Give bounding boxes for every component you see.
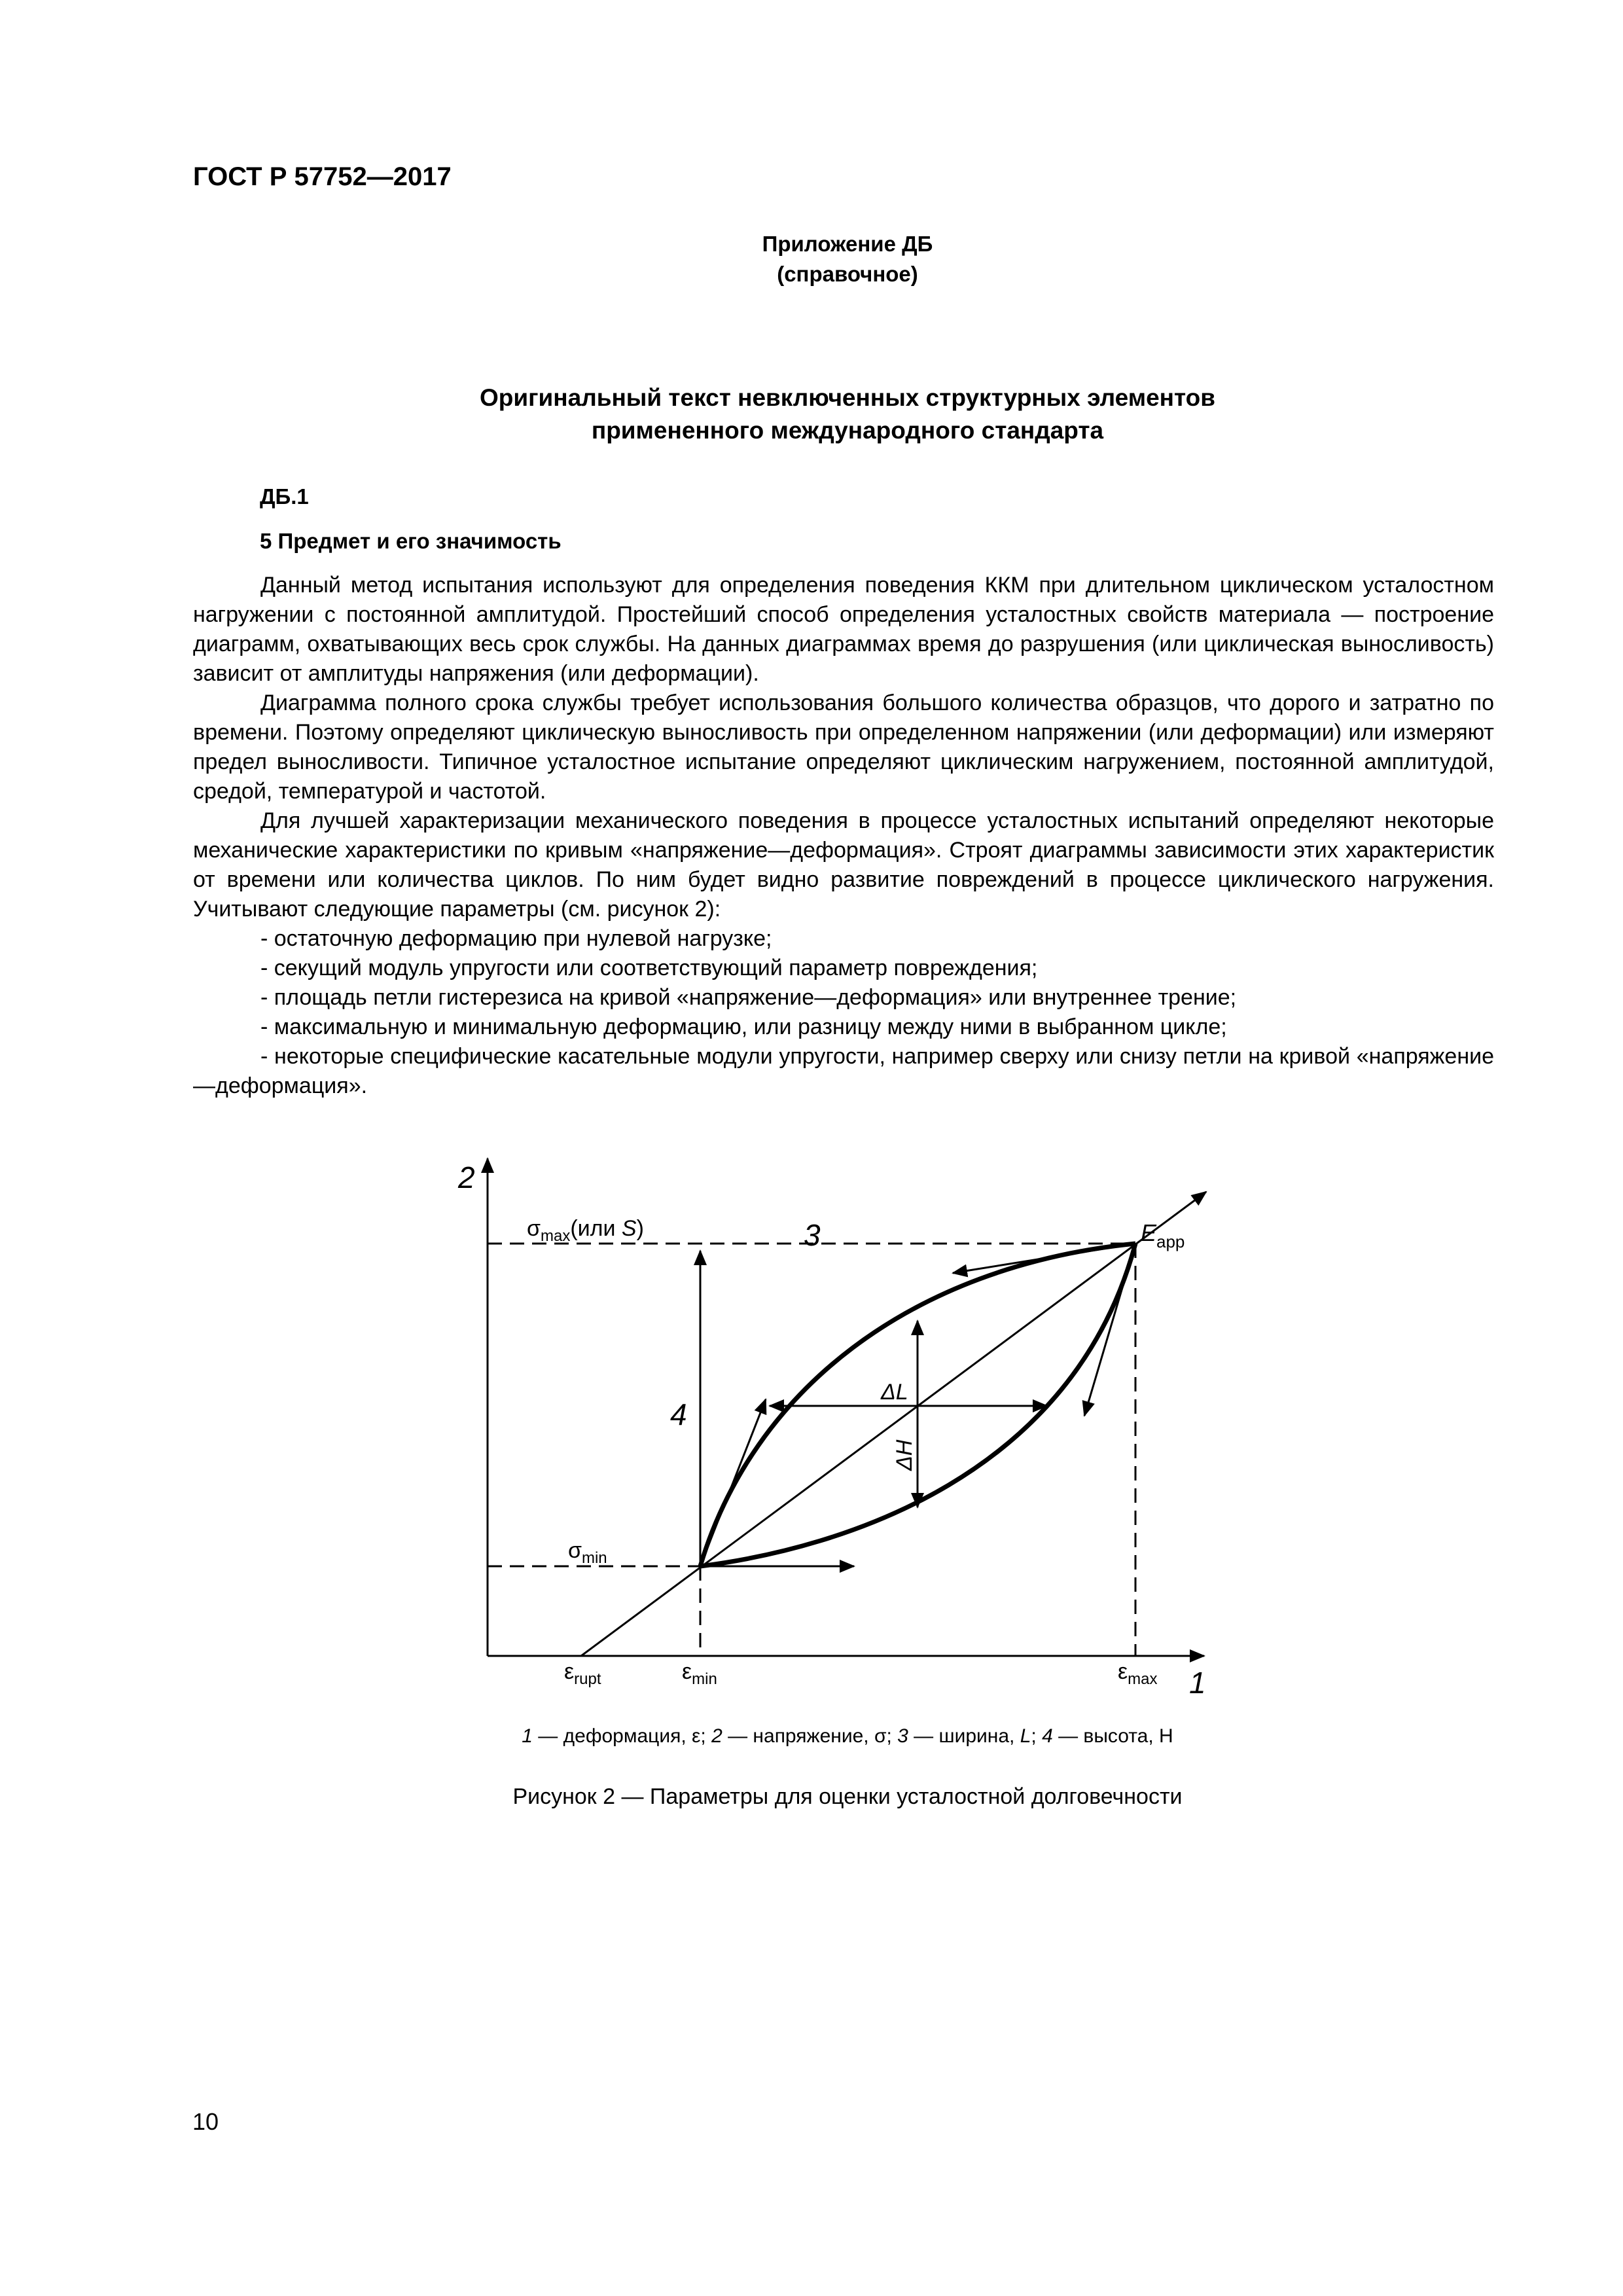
paragraph: Данный метод испытания используют для определения поведения ККМ при длительном циклическом усталостном нагружении с постоянной амплитудой. Простейший способ определения усталостных свойств материала — построение диаграмм, охватывающих весь срок службы. На данных диаграммах время до разрушения (или циклическая выносливость) зависит от амплитуды напряжения (или деформации). — [193, 573, 1494, 686]
page-number: 10 — [192, 2108, 219, 2135]
main-title-line: Оригинальный текст невключенных структурных элементов — [479, 384, 1216, 411]
e-app-subscript: app — [1156, 1232, 1185, 1251]
paragraph: Диаграмма полного срока службы требует использования большого количества образцов, что дорого и затратно по времени. Поэтому определяют циклическую выносливость при определенном напряжении (или деформации) или измеряют предел выносливости. Типичное усталостное испытание определяют циклическим нагружением, постоянной амплитудой, средой, температурой и частотой. — [193, 691, 1494, 804]
sigma-min-subscript: min — [581, 1549, 607, 1567]
annex-type: (справочное) — [777, 262, 918, 286]
legend-number: 3 — [897, 1725, 908, 1747]
tangent-upper-end — [953, 1244, 1135, 1273]
list-item: - секущий модуль упругости или соответствующий параметр повреждения; — [260, 956, 1038, 980]
legend-text: — напряжение, σ; — [722, 1725, 898, 1747]
legend-symbol: L — [1020, 1725, 1031, 1747]
figure-caption: Рисунок 2 — Параметры для оценки усталостной долговечности — [512, 1784, 1183, 1809]
legend-text: — деформация, ε; — [532, 1725, 712, 1747]
x-axis-number: 1 — [1189, 1666, 1206, 1700]
sigma-max-close: ) — [636, 1216, 644, 1241]
sigma-max-symbol: σ — [527, 1216, 541, 1241]
document-header: ГОСТ Р 57752—2017 — [193, 162, 452, 191]
width-label-3: 3 — [804, 1218, 821, 1252]
sigma-min-label — [568, 1538, 607, 1567]
delta-l-label: ΔL — [881, 1380, 908, 1405]
fatigue-diagram — [452, 1149, 1237, 1718]
paragraph: Для лучшей характеризации механического поведения в процессе усталостных испытаний определяют некоторые механические характеристики по кривым «напряжение—деформация». Строят диаграммы зависимости этих характеристик от времени или количества циклов. По ним будет видно развитие повреждений в процессе циклического нагружения. Учитывают следующие параметры (см. рисунок 2): — [193, 808, 1494, 922]
legend-number: 1 — [522, 1725, 533, 1747]
list-item: - максимальную и минимальную деформацию, или разницу между ними в выбранном цикле; — [260, 1014, 1227, 1039]
eps-max-symbol: ε — [1118, 1659, 1128, 1684]
section-heading: 5 Предмет и его значимость — [260, 529, 562, 553]
main-title — [196, 382, 1499, 447]
sigma-max-label — [527, 1216, 644, 1245]
legend-number: 2 — [711, 1725, 722, 1747]
legend-number: 4 — [1042, 1725, 1053, 1747]
eps-min-symbol: ε — [682, 1659, 692, 1684]
y-axis-number: 2 — [458, 1160, 475, 1194]
sigma-max-suffix: (или — [570, 1216, 622, 1241]
eps-max-subscript: max — [1128, 1670, 1158, 1688]
eps-min-label — [682, 1659, 717, 1688]
height-label-4: 4 — [670, 1397, 687, 1431]
body-text — [193, 571, 1494, 1101]
clause-number: ДБ.1 — [260, 484, 309, 509]
tangent-lower-end — [1084, 1244, 1135, 1416]
eps-rupt-symbol: ε — [564, 1659, 575, 1684]
annex-title: Приложение ДБ — [762, 232, 933, 256]
list-item: - площадь петли гистерезиса на кривой «напряжение—деформация» или внутреннее трение; — [260, 985, 1237, 1010]
eps-rupt-label — [564, 1659, 601, 1688]
list-item: - некоторые специфические касательные модули упругости, например сверху или снизу петли на кривой «напряжение—деформация». — [193, 1044, 1494, 1098]
legend-text: — ширина, — [908, 1725, 1020, 1747]
eps-min-subscript: min — [692, 1670, 717, 1688]
legend-text: — высота, Н — [1052, 1725, 1173, 1747]
eps-rupt-subscript: rupt — [574, 1670, 601, 1688]
tangent-upper-start — [700, 1399, 766, 1566]
figure-legend — [196, 1725, 1499, 1748]
e-app-symbol: E — [1141, 1219, 1157, 1246]
delta-h-label: ΔH — [892, 1439, 917, 1471]
sigma-max-s: S — [621, 1216, 637, 1241]
main-title-line: примененного международного стандарта — [591, 417, 1104, 444]
sigma-min-symbol: σ — [568, 1538, 582, 1563]
list-item: - остаточную деформацию при нулевой нагрузке; — [260, 926, 772, 951]
sigma-max-subscript: max — [540, 1227, 571, 1245]
legend-text: ; — [1031, 1725, 1043, 1747]
eps-max-label — [1118, 1659, 1158, 1688]
